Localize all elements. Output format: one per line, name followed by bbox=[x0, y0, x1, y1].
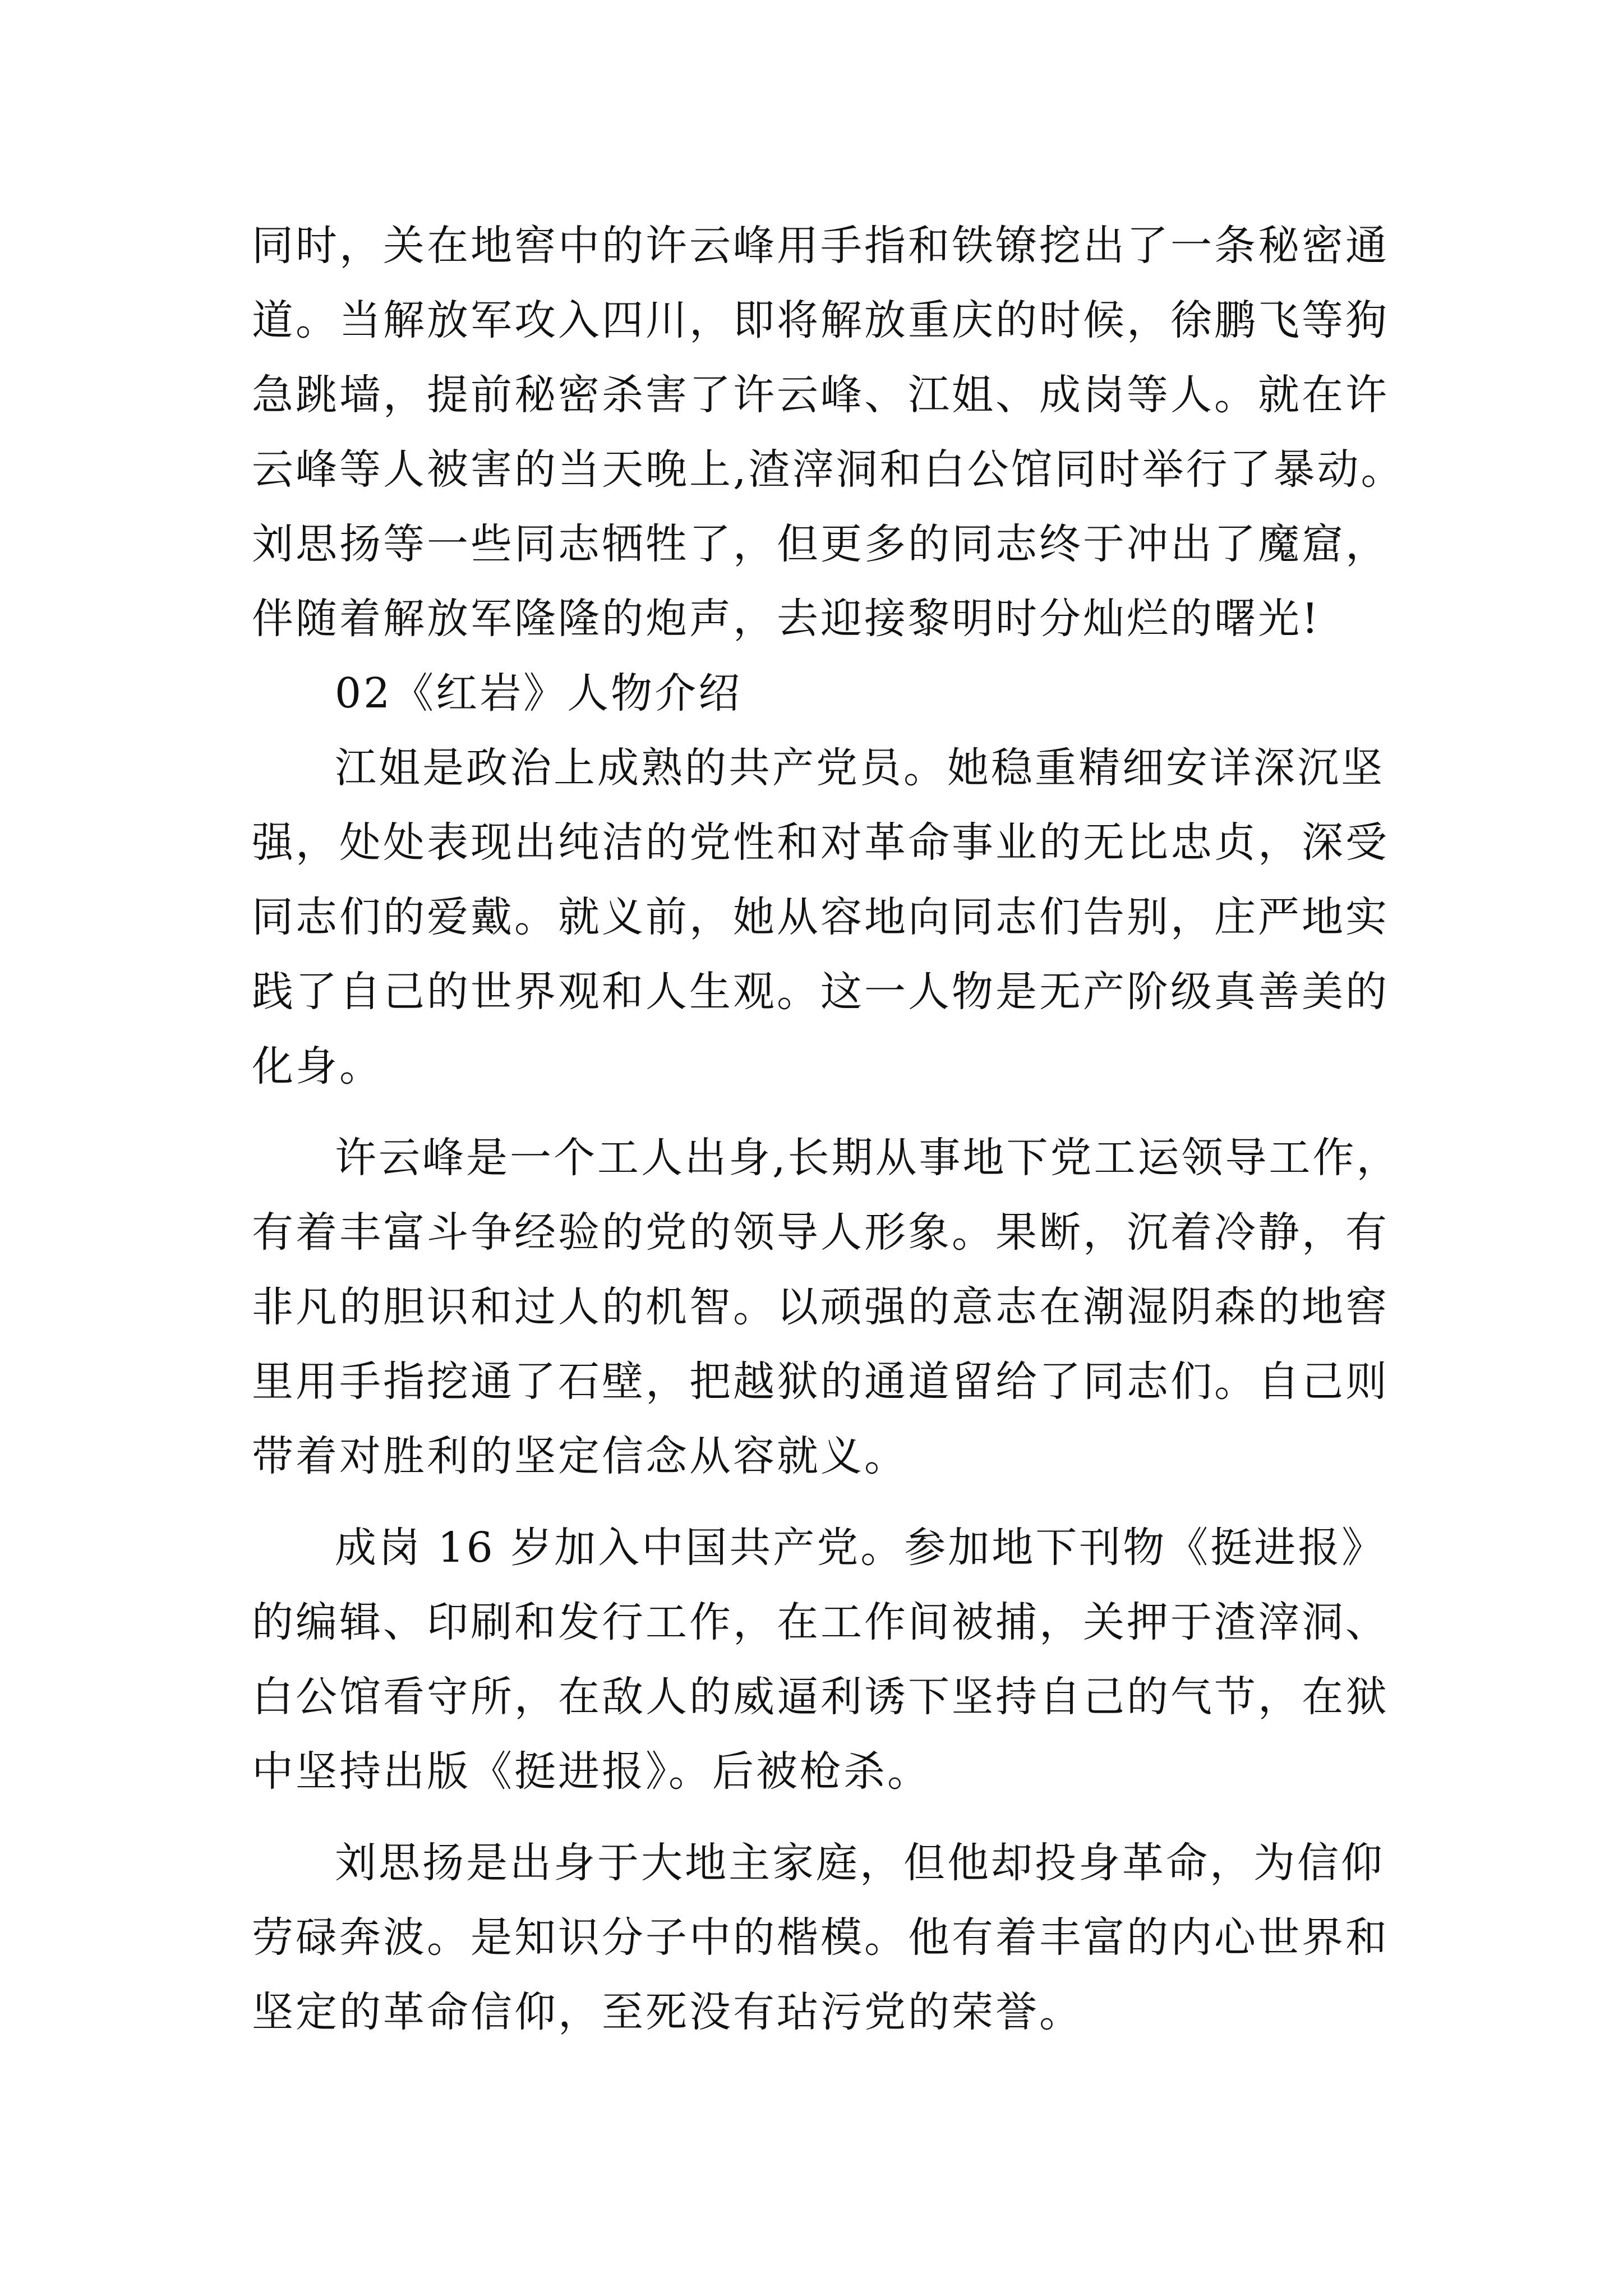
text-line: 非凡的胆识和过人的机智。以顽强的意志在潮湿阴森的地窖 bbox=[252, 1283, 1389, 1331]
text-line: 同时，关在地窖中的许云峰用手指和铁镣挖出了一条秘密通 bbox=[252, 222, 1389, 270]
text-line: 践了自己的世界观和人生观。这一人物是无产阶级真善美的 bbox=[252, 968, 1389, 1016]
text-line: 江姐是政治上成熟的共产党员。她稳重精细安详深沉坚 bbox=[335, 744, 1385, 792]
section-heading bbox=[252, 656, 1373, 731]
text-line: 同志们的爱戴。就义前，她从容地向同志们告别，庄严地实 bbox=[252, 893, 1389, 941]
text-line: 有着丰富斗争经验的党的领导人形象。果断，沉着冷静，有 bbox=[252, 1208, 1389, 1257]
text-line: 许云峰是一个工人出身,长期从事地下党工运领导工作， bbox=[335, 1134, 1400, 1182]
text-line: 伴随着解放军隆隆的炮声，去迎接黎明时分灿烂的曙光! bbox=[252, 595, 1321, 643]
document-body bbox=[252, 209, 1405, 2050]
paragraph-liu-siyang bbox=[252, 1826, 1389, 2050]
text-line: 的编辑、印刷和发行工作，在工作间被捕，关押于渣滓洞、 bbox=[252, 1598, 1389, 1646]
text-line: 坚定的革命信仰，至死没有玷污党的荣誉。 bbox=[252, 1988, 1083, 2036]
paragraph-jiang-jie bbox=[252, 731, 1389, 1104]
text-line: 急跳墙，提前秘密杀害了许云峰、江姐、成岗等人。就在许 bbox=[252, 371, 1389, 419]
text-line: 白公馆看守所，在敌人的威逼利诱下坚持自己的气节，在狱 bbox=[252, 1673, 1389, 1721]
paragraph-spacer bbox=[252, 1104, 1373, 1121]
text-line: 带着对胜利的坚定信念从容就义。 bbox=[252, 1432, 908, 1480]
text-line: 成岗 16 岁加入中国共产党。参加地下刊物《挺进报》 bbox=[335, 1524, 1386, 1572]
heading-characters-intro: 02《红岩》人物介绍 bbox=[335, 669, 743, 717]
text-line: 强，处处表现出纯洁的党性和对革命事业的无比忠贞，深受 bbox=[252, 818, 1389, 867]
text-line: 中坚持出版《挺进报》。后被枪杀。 bbox=[252, 1747, 931, 1796]
paragraph-spacer bbox=[252, 1809, 1373, 1826]
text-line: 道。当解放军攻入四川，即将解放重庆的时候，徐鹏飞等狗 bbox=[252, 296, 1389, 344]
text-line: 刘思扬是出身于大地主家庭，但他却投身革命，为信仰 bbox=[335, 1839, 1385, 1887]
text-line: 刘思扬等一些同志牺牲了，但更多的同志终于冲出了魔窟， bbox=[252, 520, 1389, 568]
text-line: 劳碌奔波。是知识分子中的楷模。他有着丰富的内心世界和 bbox=[252, 1913, 1389, 1962]
text-line: 里用手指挖通了石壁，把越狱的通道留给了同志们。自己则 bbox=[252, 1358, 1389, 1406]
paragraph-spacer bbox=[252, 1494, 1373, 1511]
text-line: 化身。 bbox=[252, 1042, 383, 1091]
paragraph-cheng-gang bbox=[252, 1511, 1389, 1809]
paragraph-story-ending bbox=[252, 209, 1405, 656]
text-line: 云峰等人被害的当天晚上,渣滓洞和白公馆同时举行了暴动。 bbox=[252, 445, 1405, 494]
paragraph-xu-yunfeng bbox=[252, 1121, 1400, 1494]
